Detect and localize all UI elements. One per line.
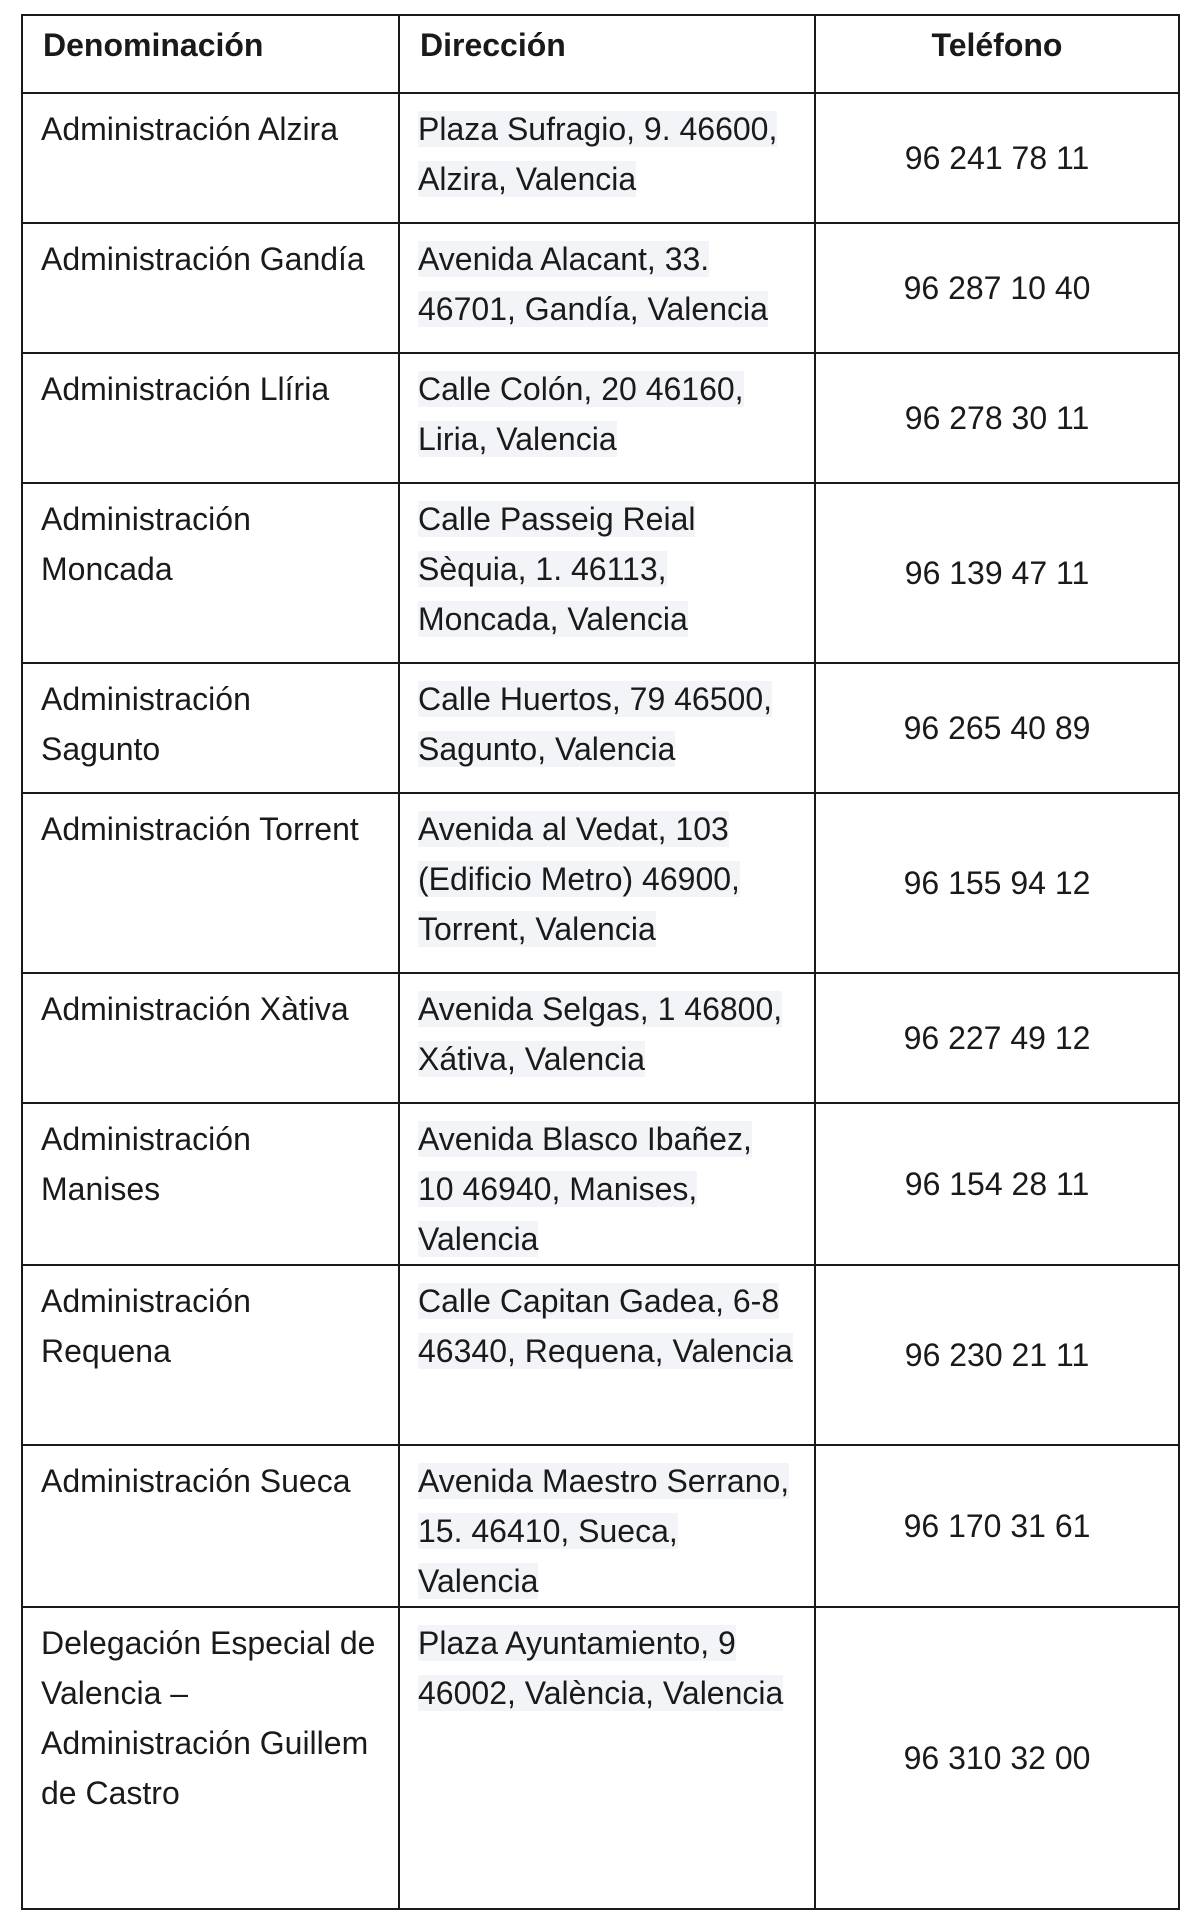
office-phone: 96 230 21 11: [815, 1265, 1179, 1445]
office-address-text: Calle Passeig Reial Sèquia, 1. 46113, Moncada, Valencia: [418, 501, 696, 637]
office-address: [399, 1445, 815, 1607]
office-phone: 96 154 28 11: [815, 1103, 1179, 1265]
header-name: Denominación: [22, 15, 399, 93]
office-address-text: Plaza Sufragio, 9. 46600, Alzira, Valencia: [418, 111, 778, 197]
table-row: [22, 1445, 1179, 1607]
office-name: Administración Xàtiva: [22, 973, 399, 1103]
table-row: [22, 1265, 1179, 1445]
office-address: [399, 1607, 815, 1909]
table-row: [22, 483, 1179, 663]
office-address-text: Avenida Maestro Serrano, 15. 46410, Sueca, Valencia: [418, 1463, 790, 1599]
header-address: Dirección: [399, 15, 815, 93]
office-address: [399, 663, 815, 793]
header-phone: Teléfono: [815, 15, 1179, 93]
office-phone: 96 170 31 61: [815, 1445, 1179, 1607]
office-address-text: Avenida Alacant, 33. 46701, Gandía, Valencia: [418, 241, 768, 327]
office-phone: 96 241 78 11: [815, 93, 1179, 223]
office-phone: 96 278 30 11: [815, 353, 1179, 483]
office-address-text: Calle Capitan Gadea, 6-8 46340, Requena, Valencia: [418, 1283, 793, 1369]
table-row: [22, 973, 1179, 1103]
office-phone: 96 265 40 89: [815, 663, 1179, 793]
office-address: [399, 93, 815, 223]
office-address: [399, 353, 815, 483]
table-row: [22, 93, 1179, 223]
office-address: [399, 483, 815, 663]
office-name: Administración Gandía: [22, 223, 399, 353]
office-address-text: Calle Colón, 20 46160, Liria, Valencia: [418, 371, 744, 457]
office-address: [399, 793, 815, 973]
office-address: [399, 973, 815, 1103]
office-name: Delegación Especial de Valencia – Administración Guillem de Castro: [22, 1607, 399, 1909]
office-address-text: Avenida al Vedat, 103 (Edificio Metro) 46900, Torrent, Valencia: [418, 811, 740, 947]
office-phone: 96 227 49 12: [815, 973, 1179, 1103]
offices-table: [21, 14, 1180, 1910]
table-row: [22, 793, 1179, 973]
office-phone: 96 155 94 12: [815, 793, 1179, 973]
table-row: [22, 663, 1179, 793]
office-phone: 96 310 32 00: [815, 1607, 1179, 1909]
office-address-text: Avenida Selgas, 1 46800, Xátiva, Valencia: [418, 991, 783, 1077]
office-name: Administración Llíria: [22, 353, 399, 483]
table-row: [22, 223, 1179, 353]
table-row: [22, 1103, 1179, 1265]
office-name: Administración Requena: [22, 1265, 399, 1445]
office-phone: 96 287 10 40: [815, 223, 1179, 353]
office-name: Administración Sueca: [22, 1445, 399, 1607]
office-name: Administración Manises: [22, 1103, 399, 1265]
office-address: [399, 223, 815, 353]
table-row: [22, 353, 1179, 483]
office-address-text: Avenida Blasco Ibañez, 10 46940, Manises, Valencia: [418, 1121, 752, 1257]
office-name: Administración Moncada: [22, 483, 399, 663]
office-name: Administración Alzira: [22, 93, 399, 223]
office-address-text: Calle Huertos, 79 46500, Sagunto, Valencia: [418, 681, 772, 767]
office-name: Administración Sagunto: [22, 663, 399, 793]
office-phone: 96 139 47 11: [815, 483, 1179, 663]
header-row: [22, 15, 1179, 93]
office-address-text: Plaza Ayuntamiento, 9 46002, València, Valencia: [418, 1625, 784, 1711]
office-name: Administración Torrent: [22, 793, 399, 973]
office-address: [399, 1103, 815, 1265]
table-row: [22, 1607, 1179, 1909]
office-address: [399, 1265, 815, 1445]
